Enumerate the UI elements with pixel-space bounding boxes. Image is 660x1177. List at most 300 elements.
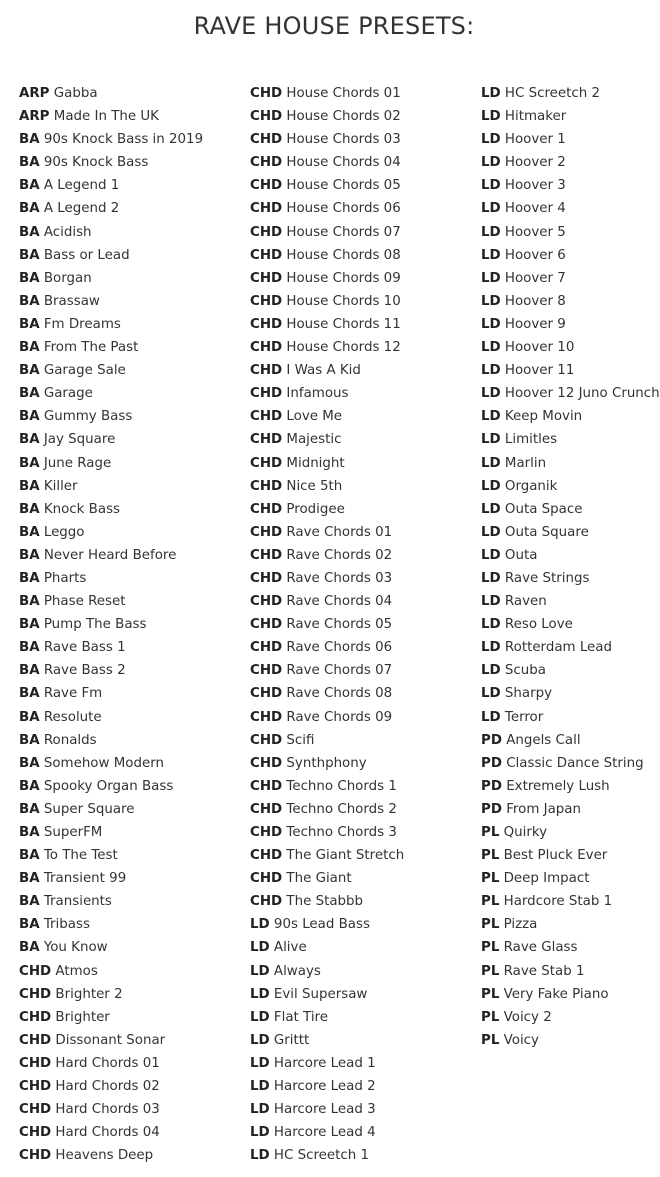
preset-category: BA	[19, 871, 40, 887]
preset-name: Scuba	[504, 663, 546, 679]
preset-name: House Chords 11	[286, 316, 401, 332]
preset-category: BA	[19, 178, 40, 194]
preset-name: Classic Dance String	[506, 755, 644, 771]
preset-item	[481, 313, 660, 336]
preset-category: LD	[481, 86, 501, 101]
preset-item	[250, 475, 404, 498]
preset-item	[19, 128, 203, 151]
preset-item	[19, 752, 203, 775]
preset-item	[250, 452, 404, 475]
preset-category: CHD	[250, 432, 283, 448]
preset-item	[481, 567, 660, 590]
preset-name: Scifi	[286, 732, 315, 748]
preset-category: BA	[19, 617, 40, 633]
preset-category: CHD	[19, 1079, 52, 1095]
preset-name: Knock Bass	[43, 501, 121, 517]
preset-category: PD	[481, 778, 502, 794]
preset-category: LD	[250, 1032, 270, 1048]
preset-category: LD	[481, 155, 501, 171]
preset-category: CHD	[250, 293, 283, 309]
preset-item	[250, 1098, 404, 1121]
preset-item	[19, 475, 203, 498]
preset-category: CHD	[250, 778, 283, 794]
preset-column-3	[481, 82, 660, 1052]
preset-item	[250, 659, 404, 682]
preset-category: ARP	[19, 109, 50, 125]
preset-category: CHD	[250, 201, 283, 217]
preset-item	[250, 636, 404, 659]
preset-category: BA	[19, 409, 40, 425]
preset-item	[19, 1052, 203, 1075]
preset-item	[19, 82, 203, 105]
preset-item	[250, 405, 404, 428]
preset-item	[19, 960, 203, 983]
preset-name: Rave Chords 04	[286, 594, 393, 610]
preset-item	[19, 936, 203, 959]
preset-category: LD	[481, 594, 501, 610]
preset-name: Rave Bass 1	[43, 640, 126, 656]
preset-name: Ronalds	[43, 732, 97, 748]
preset-category: LD	[481, 501, 501, 517]
preset-item	[19, 983, 203, 1006]
preset-item	[481, 359, 660, 382]
preset-name: Rave Chords 01	[286, 524, 393, 540]
preset-item	[250, 498, 404, 521]
preset-name: House Chords 09	[286, 270, 401, 286]
preset-name: From The Past	[43, 340, 139, 356]
preset-category: LD	[250, 1079, 270, 1095]
preset-category: LD	[481, 340, 501, 356]
preset-category: CHD	[250, 455, 283, 471]
preset-item	[481, 706, 660, 729]
preset-item	[481, 983, 660, 1006]
preset-name: Love Me	[286, 409, 343, 425]
preset-category: PL	[481, 871, 500, 887]
preset-category: LD	[481, 409, 501, 425]
preset-item	[19, 197, 203, 220]
preset-category: BA	[19, 570, 40, 586]
preset-name: Jay Square	[43, 432, 116, 448]
preset-category: CHD	[250, 709, 283, 725]
preset-name: Hitmaker	[504, 109, 567, 125]
preset-name: Killer	[43, 478, 78, 494]
preset-name: Rave Chords 02	[286, 547, 393, 563]
preset-category: PL	[481, 940, 500, 956]
preset-category: CHD	[250, 501, 283, 517]
preset-category: CHD	[250, 316, 283, 332]
preset-category: BA	[19, 686, 40, 702]
preset-name: Dissonant Sonar	[55, 1032, 166, 1048]
preset-name: Super Square	[43, 801, 135, 817]
preset-category: CHD	[19, 1055, 52, 1071]
preset-item	[19, 636, 203, 659]
preset-name: Transient 99	[43, 871, 127, 887]
preset-name: Evil Supersaw	[273, 986, 368, 1002]
preset-name: Hard Chords 01	[55, 1055, 160, 1071]
preset-category: BA	[19, 663, 40, 679]
preset-name: Angels Call	[506, 732, 581, 748]
preset-category: LD	[481, 547, 501, 563]
preset-item	[481, 936, 660, 959]
preset-item	[250, 521, 404, 544]
preset-category: CHD	[19, 1032, 52, 1048]
preset-item	[19, 244, 203, 267]
preset-item	[250, 290, 404, 313]
preset-item	[19, 1144, 203, 1167]
preset-column-1	[19, 82, 203, 1167]
preset-name: HC Screetch 2	[504, 86, 601, 101]
preset-name: Fm Dreams	[43, 316, 121, 332]
preset-category: LD	[250, 1125, 270, 1141]
preset-item	[481, 428, 660, 451]
preset-name: June Rage	[43, 455, 112, 471]
preset-item	[250, 105, 404, 128]
preset-name: HC Screetch 1	[273, 1148, 370, 1164]
preset-category: LD	[481, 663, 501, 679]
preset-name: Hoover 9	[504, 316, 566, 332]
preset-category: CHD	[250, 547, 283, 563]
preset-category: CHD	[250, 109, 283, 125]
preset-category: LD	[481, 363, 501, 379]
preset-category: BA	[19, 224, 40, 240]
preset-name: Majestic	[286, 432, 342, 448]
preset-category: PL	[481, 1009, 500, 1025]
preset-name: Spooky Organ Bass	[43, 778, 174, 794]
preset-name: Best Pluck Ever	[503, 848, 608, 864]
preset-item	[250, 128, 404, 151]
preset-name: House Chords 02	[286, 109, 401, 125]
preset-category: LD	[481, 432, 501, 448]
preset-item	[481, 890, 660, 913]
preset-category: BA	[19, 848, 40, 864]
preset-item	[481, 913, 660, 936]
preset-item	[19, 867, 203, 890]
preset-name: Voicy 2	[503, 1009, 552, 1025]
preset-name: Borgan	[43, 270, 92, 286]
preset-item	[481, 521, 660, 544]
preset-category: BA	[19, 917, 40, 933]
preset-item	[250, 151, 404, 174]
preset-item	[19, 682, 203, 705]
preset-name: Made In The UK	[53, 109, 159, 125]
preset-category: LD	[481, 478, 501, 494]
preset-item	[481, 336, 660, 359]
preset-name: Brighter 2	[55, 986, 123, 1002]
preset-category: BA	[19, 247, 40, 263]
preset-item	[19, 567, 203, 590]
preset-category: CHD	[250, 894, 283, 910]
preset-category: LD	[481, 316, 501, 332]
preset-name: Hard Chords 04	[55, 1125, 160, 1141]
preset-item	[19, 313, 203, 336]
preset-item	[19, 105, 203, 128]
preset-category: CHD	[250, 732, 283, 748]
preset-name: House Chords 08	[286, 247, 401, 263]
preset-name: Rave Chords 06	[286, 640, 393, 656]
preset-item	[481, 867, 660, 890]
preset-item	[250, 1121, 404, 1144]
preset-category: PD	[481, 732, 502, 748]
preset-item	[250, 590, 404, 613]
preset-item	[250, 775, 404, 798]
preset-name: Outa	[504, 547, 538, 563]
preset-category: CHD	[19, 986, 52, 1002]
preset-item	[250, 613, 404, 636]
preset-name: Hoover 5	[504, 224, 566, 240]
preset-item	[481, 960, 660, 983]
preset-item	[250, 1052, 404, 1075]
preset-category: CHD	[250, 270, 283, 286]
preset-name: Pizza	[503, 917, 538, 933]
preset-name: Heavens Deep	[55, 1148, 154, 1164]
preset-name: Tribass	[43, 917, 90, 933]
preset-name: Rave Chords 03	[286, 570, 393, 586]
preset-name: Reso Love	[504, 617, 573, 633]
preset-item	[250, 936, 404, 959]
preset-category: BA	[19, 755, 40, 771]
preset-item	[250, 221, 404, 244]
preset-name: Acidish	[43, 224, 92, 240]
preset-item	[19, 267, 203, 290]
preset-item	[481, 475, 660, 498]
preset-item	[250, 867, 404, 890]
preset-name: Hard Chords 02	[55, 1079, 160, 1095]
preset-category: PL	[481, 963, 500, 979]
preset-category: LD	[250, 1009, 270, 1025]
preset-item	[481, 636, 660, 659]
preset-item	[250, 82, 404, 105]
preset-name: Organik	[504, 478, 558, 494]
preset-item	[481, 105, 660, 128]
preset-item	[250, 913, 404, 936]
preset-name: SuperFM	[43, 825, 103, 840]
preset-name: Techno Chords 3	[286, 825, 397, 840]
preset-name: Very Fake Piano	[503, 986, 609, 1002]
preset-item	[19, 913, 203, 936]
preset-category: CHD	[250, 755, 283, 771]
preset-category: LD	[481, 201, 501, 217]
preset-name: 90s Lead Bass	[273, 917, 370, 933]
preset-item	[250, 1075, 404, 1098]
preset-item	[19, 452, 203, 475]
preset-category: LD	[481, 224, 501, 240]
preset-item	[481, 498, 660, 521]
preset-category: PL	[481, 917, 500, 933]
preset-name: Quirky	[503, 825, 548, 840]
preset-item	[19, 151, 203, 174]
preset-name: Garage Sale	[43, 363, 126, 379]
preset-item	[250, 359, 404, 382]
preset-name: Hoover 3	[504, 178, 566, 194]
preset-category: LD	[481, 524, 501, 540]
preset-category: LD	[250, 940, 270, 956]
preset-name: Pump The Bass	[43, 617, 147, 633]
preset-category: BA	[19, 201, 40, 217]
preset-item	[250, 336, 404, 359]
preset-name: House Chords 03	[286, 132, 401, 148]
preset-name: Flat Tire	[273, 1009, 328, 1025]
preset-category: BA	[19, 825, 40, 840]
preset-category: LD	[250, 917, 270, 933]
preset-category: BA	[19, 524, 40, 540]
preset-name: 90s Knock Bass in 2019	[43, 132, 204, 148]
preset-item	[250, 798, 404, 821]
preset-name: Voicy	[503, 1032, 539, 1048]
preset-name: Extremely Lush	[506, 778, 610, 794]
preset-category: LD	[481, 386, 501, 402]
preset-item	[19, 706, 203, 729]
preset-category: CHD	[250, 247, 283, 263]
preset-name: Rotterdam Lead	[504, 640, 613, 656]
preset-item	[250, 197, 404, 220]
preset-category: BA	[19, 547, 40, 563]
preset-category: CHD	[250, 871, 283, 887]
preset-category: CHD	[19, 963, 52, 979]
preset-category: CHD	[250, 594, 283, 610]
preset-name: Harcore Lead 4	[273, 1125, 376, 1141]
preset-category: LD	[250, 963, 270, 979]
preset-item	[481, 290, 660, 313]
preset-category: CHD	[250, 686, 283, 702]
preset-category: LD	[481, 132, 501, 148]
preset-item	[19, 1098, 203, 1121]
preset-category: CHD	[19, 1102, 52, 1118]
preset-item	[19, 775, 203, 798]
preset-name: Deep Impact	[503, 871, 590, 887]
preset-category: BA	[19, 732, 40, 748]
preset-item	[250, 729, 404, 752]
preset-item	[481, 659, 660, 682]
preset-item	[19, 428, 203, 451]
preset-item	[250, 752, 404, 775]
preset-category: LD	[481, 617, 501, 633]
preset-item	[481, 821, 660, 844]
preset-item	[481, 452, 660, 475]
preset-item	[481, 682, 660, 705]
preset-name: Rave Chords 09	[286, 709, 393, 725]
preset-category: CHD	[19, 1148, 52, 1164]
preset-item	[19, 844, 203, 867]
preset-name: Hoover 10	[504, 340, 575, 356]
preset-column-2	[250, 82, 404, 1167]
preset-item	[19, 405, 203, 428]
preset-category: LD	[250, 1055, 270, 1071]
preset-item	[481, 613, 660, 636]
preset-name: The Giant Stretch	[286, 848, 405, 864]
preset-category: CHD	[250, 386, 283, 402]
preset-category: PL	[481, 986, 500, 1002]
preset-category: PD	[481, 755, 502, 771]
preset-category: BA	[19, 640, 40, 656]
preset-name: Resolute	[43, 709, 102, 725]
preset-name: Harcore Lead 2	[273, 1079, 376, 1095]
preset-category: CHD	[19, 1009, 52, 1025]
preset-name: Outa Square	[504, 524, 589, 540]
preset-name: Hoover 8	[504, 293, 566, 309]
preset-item	[481, 590, 660, 613]
preset-item	[481, 82, 660, 105]
preset-item	[250, 844, 404, 867]
preset-name: Keep Movin	[504, 409, 583, 425]
preset-item	[19, 174, 203, 197]
preset-item	[481, 405, 660, 428]
preset-category: BA	[19, 778, 40, 794]
preset-name: House Chords 06	[286, 201, 401, 217]
page-title: RAVE HOUSE PRESETS:	[193, 12, 475, 40]
preset-name: Always	[273, 963, 321, 979]
preset-item	[250, 382, 404, 405]
preset-name: Atmos	[55, 963, 98, 979]
preset-name: Hoover 2	[504, 155, 566, 171]
preset-category: CHD	[19, 1125, 52, 1141]
preset-item	[19, 798, 203, 821]
preset-name: The Giant	[286, 871, 352, 887]
preset-category: LD	[250, 1148, 270, 1164]
preset-name: From Japan	[506, 801, 581, 817]
preset-name: Somehow Modern	[43, 755, 164, 771]
preset-name: Rave Fm	[43, 686, 103, 702]
preset-name: Infamous	[286, 386, 349, 402]
preset-name: Bass or Lead	[43, 247, 130, 263]
preset-item	[19, 544, 203, 567]
preset-category: CHD	[250, 86, 283, 101]
preset-name: House Chords 10	[286, 293, 401, 309]
preset-name: Pharts	[43, 570, 87, 586]
preset-name: To The Test	[43, 848, 118, 864]
preset-item	[250, 682, 404, 705]
preset-category: BA	[19, 432, 40, 448]
preset-name: House Chords 07	[286, 224, 401, 240]
preset-name: Rave Glass	[503, 940, 578, 956]
preset-name: House Chords 12	[286, 340, 401, 356]
preset-category: BA	[19, 293, 40, 309]
preset-category: CHD	[250, 132, 283, 148]
preset-item	[481, 729, 660, 752]
preset-item	[481, 244, 660, 267]
preset-item	[19, 382, 203, 405]
preset-item	[250, 313, 404, 336]
preset-name: 90s Knock Bass	[43, 155, 149, 171]
preset-item	[481, 267, 660, 290]
preset-name: House Chords 01	[286, 86, 401, 101]
preset-category: LD	[481, 247, 501, 263]
preset-category: BA	[19, 940, 40, 956]
preset-item	[250, 1144, 404, 1167]
preset-category: PD	[481, 801, 502, 817]
preset-category: LD	[250, 986, 270, 1002]
preset-category: CHD	[250, 363, 283, 379]
preset-category: CHD	[250, 801, 283, 817]
preset-name: House Chords 05	[286, 178, 401, 194]
preset-category: LD	[481, 570, 501, 586]
preset-name: Hoover 11	[504, 363, 575, 379]
preset-name: Brassaw	[43, 293, 100, 309]
preset-category: PL	[481, 825, 500, 840]
preset-category: BA	[19, 894, 40, 910]
preset-name: Hard Chords 03	[55, 1102, 160, 1118]
preset-name: Rave Stab 1	[503, 963, 585, 979]
preset-category: LD	[481, 178, 501, 194]
preset-category: CHD	[250, 570, 283, 586]
preset-name: Techno Chords 1	[286, 778, 397, 794]
preset-category: CHD	[250, 155, 283, 171]
preset-category: BA	[19, 155, 40, 171]
preset-category: CHD	[250, 663, 283, 679]
preset-category: CHD	[250, 409, 283, 425]
preset-category: LD	[481, 293, 501, 309]
preset-item	[19, 729, 203, 752]
preset-name: Hoover 6	[504, 247, 566, 263]
